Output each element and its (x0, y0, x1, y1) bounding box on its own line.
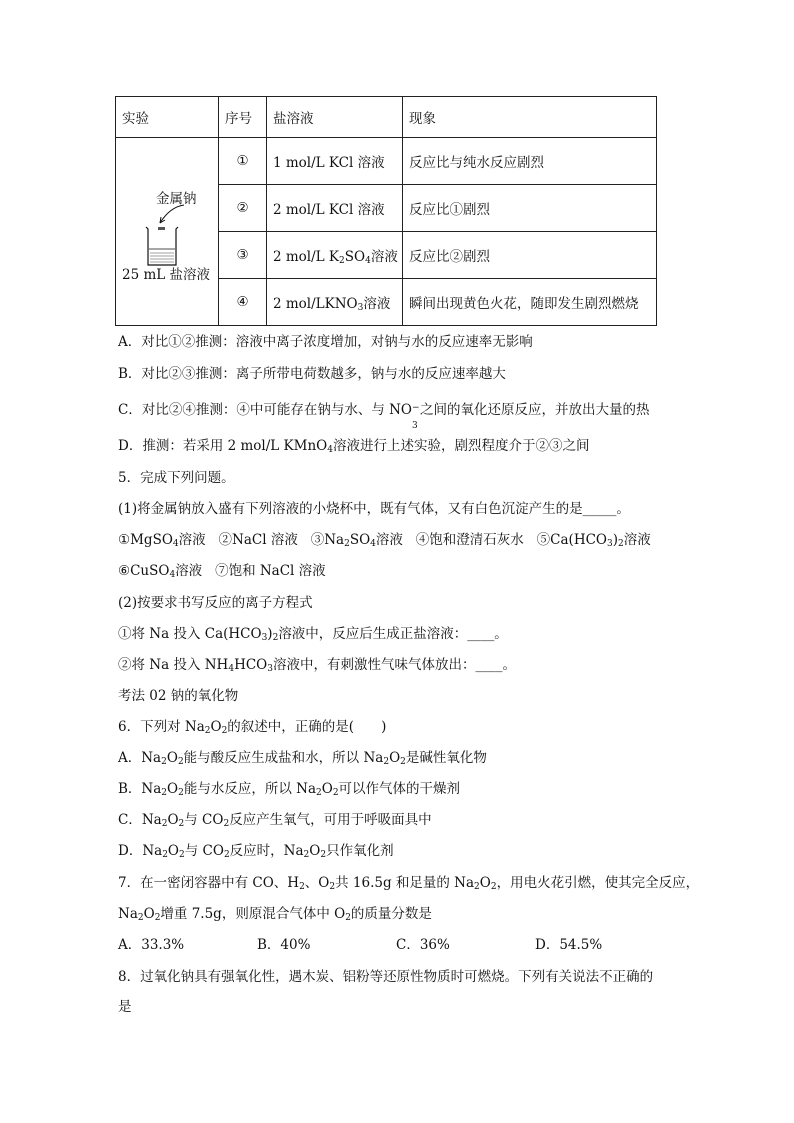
row-phenomenon: 反应比与纯水反应剧烈 (403, 138, 657, 185)
header-number: 序号 (219, 97, 267, 138)
q6-option-a: A．$Na_2O_2$能与酸反应生成盐和水，所以 $Na_2O_2$是碱性氧化物 (118, 750, 487, 767)
q8-stem-line1: 8．过氧化钠具有强氧化性，遇木炭、铝粉等还原性物质时可燃烧。下列有关说法不正确的 (118, 969, 654, 985)
q5-options-line1: ①MgSO$_4$溶液 ②NaCl 溶液 $③Na_2SO_4$溶液 ④饱和澄清石灰水 $⑤Ca(HCO_3)_2$溶液 (118, 532, 651, 549)
beaker-cell (116, 138, 219, 326)
q5-part2: (2)按要求书写反应的离子方程式 (118, 595, 313, 611)
row-solution: 1 mol/L KCl 溶液 (267, 138, 403, 185)
q5-part1: (1)将金属钠放入盛有下列溶液的小烧杯中，既有气体，又有白色沉淀产生的是_____。 (118, 501, 630, 517)
q7-option-d: D．54.5% (535, 937, 603, 953)
table-row (116, 138, 657, 185)
q5-options-line2: ⑥CuSO$_4$溶液 ⑦饱和 NaCl 溶液 (118, 563, 326, 580)
row-phenomenon: 反应比②剧烈 (403, 232, 657, 279)
header-phenomenon: 现象 (403, 97, 657, 138)
q6-stem: 6．下列对 $Na_2O_2$的叙述中，正确的是( ) (118, 719, 387, 736)
row-phenomenon: 反应比①剧烈 (403, 185, 657, 232)
row-number: ③ (219, 232, 267, 279)
row-number: ② (219, 185, 267, 232)
q7-option-b: B．40% (257, 937, 311, 953)
row-solution: 2 mol/L KCl 溶液 (267, 185, 403, 232)
q6-option-d: D．$Na_2O_2$与 $CO_2$反应时，$Na_2O_2$只作氧化剂 (118, 843, 394, 860)
section-heading: 考法 02 钠的氧化物 (118, 688, 239, 704)
row-number: ① (219, 138, 267, 185)
row-phenomenon: 瞬间出现黄色火花，随即发生剧烈燃烧 (403, 279, 657, 326)
q6-option-c: C．$Na_2O_2$与 $CO_2$反应产生氧气，可用于呼吸面具中 (118, 812, 432, 829)
q6-option-b: B．$Na_2O_2$能与水反应，所以 $Na_2O_2$可以作气体的干燥剂 (118, 781, 461, 798)
row-number: ④ (219, 279, 267, 326)
row-solution: 2 mol/$LKNO_3$溶液 (267, 279, 403, 326)
q7-stem-line2: $Na_2O_2$增重 7.5g，则原混合气体中 $O_2$的质量分数是 (118, 906, 432, 923)
beaker-icon (134, 201, 214, 271)
q7-stem-line1: 7．在一密闭容器中有 CO、$H_2$、$O_2$共 16.5g 和足量的 $Na_2O_2$，用电火花引燃，使其完全反应， (118, 875, 700, 892)
row-solution: 2 mol/L $K_2SO_4$溶液 (267, 232, 403, 279)
header-experiment: 实验 (116, 97, 219, 138)
header-salt-solution: 盐溶液 (267, 97, 403, 138)
q4-option-c: C．对比②④推测：④中可能存在钠与水、与 NO − 3 之间的氧化还原反应，并放出大量的热 (118, 402, 650, 431)
q4-option-b: B．对比②③推测：离子所带电荷数越多，钠与水的反应速率越大 (118, 366, 506, 382)
q4-option-d: D．推测：若采用 2 mol/L KMnO$_4$溶液进行上述实验，剧烈程度介于②③之间 (118, 438, 590, 455)
experiment-table (115, 96, 657, 326)
q5-title: 5．完成下列问题。 (118, 470, 235, 486)
q5-subquestion-1: ①将 Na 投入 $Ca(HCO_3)_2$溶液中，反应后生成正盐溶液：____。 (118, 626, 508, 643)
q8-stem-line2: 是 (118, 999, 132, 1015)
q7-option-a: A．33.3% (118, 937, 185, 953)
table-header-row (116, 97, 657, 138)
q5-subquestion-2: ②将 Na 投入 $NH_4HCO_3$溶液中，有刺激性气味气体放出：____。 (118, 657, 516, 674)
q4-option-a: A．对比①②推测：溶液中离子浓度增加，对钠与水的反应速率无影响 (118, 334, 533, 350)
beaker-label: 金属钠 (156, 190, 197, 207)
beaker-caption: 25 mL 盐溶液 (122, 266, 211, 283)
q7-option-c: C．36% (396, 937, 450, 953)
beaker-figure (116, 139, 218, 325)
